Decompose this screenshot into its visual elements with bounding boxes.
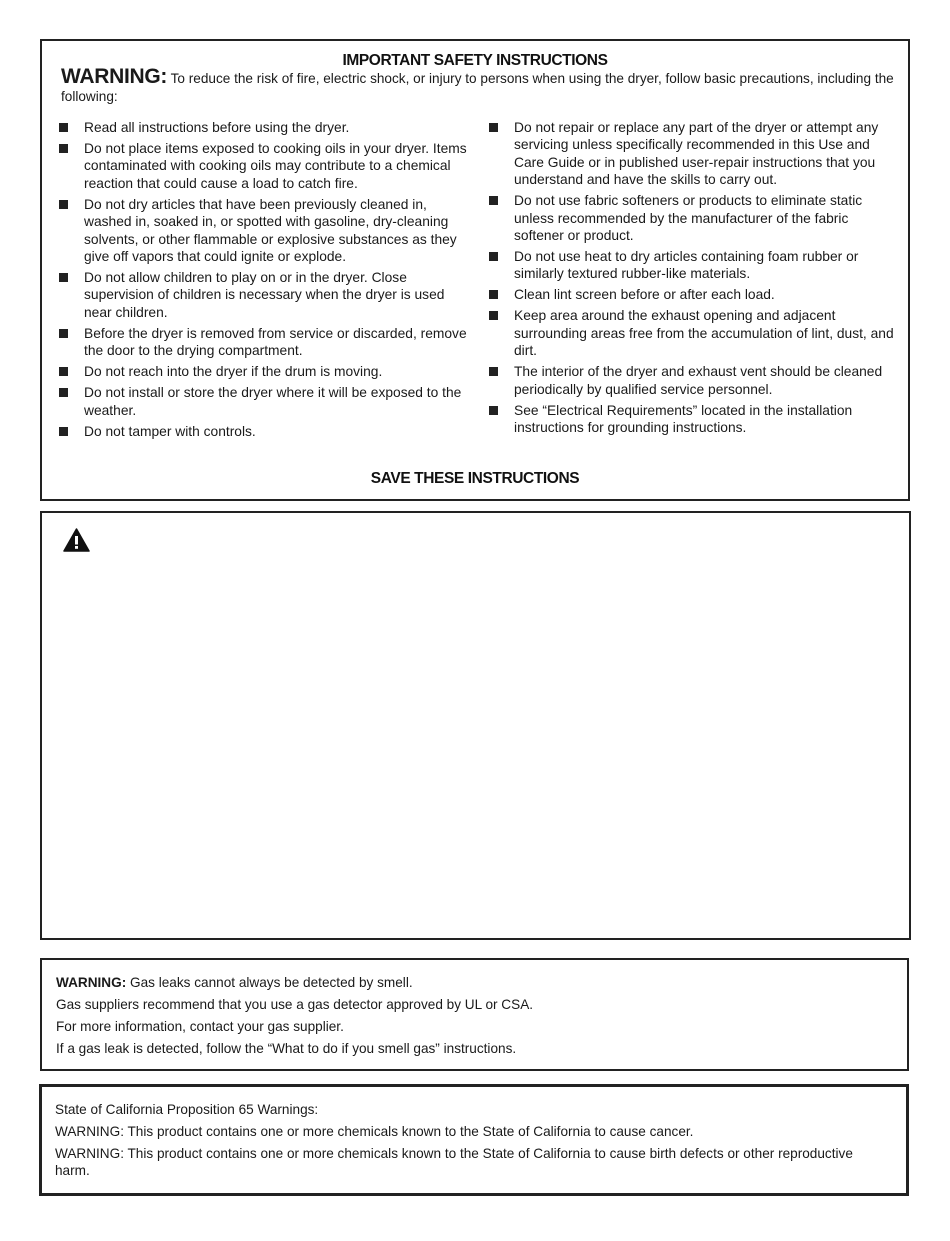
list-item: Do not install or store the dryer where it will be exposed to the weather. [59, 384, 473, 419]
bullet-icon [489, 123, 498, 132]
list-item: Do not dry articles that have been previously cleaned in, washed in, soaked in, or spotted with gasoline, dry-cleaning solvents, or other flammable or explosive substances as they give off vapors that could ignite or explode. [59, 196, 473, 266]
list-item: Do not allow children to play on or in the dryer. Close supervision of children is necessary when the dryer is used near children. [59, 269, 473, 321]
list-item: Do not place items exposed to cooking oils in your dryer. Items contaminated with cooking oils may contribute to a chemical reaction that could cause a load to catch fire. [59, 140, 473, 192]
safety-title: IMPORTANT SAFETY INSTRUCTIONS [342, 52, 608, 69]
save-instructions-title: SAVE THESE INSTRUCTIONS [370, 470, 580, 487]
bullet-icon [59, 273, 68, 282]
list-item: Before the dryer is removed from service or discarded, remove the door to the drying compartment. [59, 325, 473, 360]
bullet-icon [59, 427, 68, 436]
bullet-icon [59, 388, 68, 397]
list-item: The interior of the dryer and exhaust vent should be cleaned periodically by qualified service personnel. [489, 363, 894, 398]
bullet-icon [59, 200, 68, 209]
safety-intro-text: To reduce the risk of fire, electric shock, or injury to persons when using the dryer, follow basic precautions, including the following: [61, 71, 894, 104]
safety-list-left [59, 119, 473, 444]
list-item: Do not use heat to dry articles containing foam rubber or similarly textured rubber-like materials. [489, 248, 894, 283]
gas-warning-label: WARNING: [56, 975, 127, 990]
safety-instructions-box [40, 39, 910, 501]
safety-list-right [489, 119, 894, 440]
list-item: Do not repair or replace any part of the dryer or attempt any servicing unless specifically recommended in this Use and Care Guide or in published user-repair instructions that you understand and have the skills to carry out. [489, 119, 894, 189]
list-item: Do not reach into the dryer if the drum is moving. [59, 363, 473, 380]
list-item: See “Electrical Requirements” located in the installation instructions for grounding instructions. [489, 402, 894, 437]
gas-line-3: For more information, contact your gas supplier. [56, 1019, 344, 1034]
list-item: Keep area around the exhaust opening and adjacent surrounding areas free from the accumulation of lint, dust, and dirt. [489, 307, 894, 359]
bullet-icon [59, 144, 68, 153]
bullet-icon [489, 406, 498, 415]
warning-triangle-icon [63, 528, 90, 552]
bullet-icon [59, 123, 68, 132]
gas-line-4: If a gas leak is detected, follow the “What to do if you smell gas” instructions. [56, 1041, 517, 1056]
bullet-icon [489, 196, 498, 205]
list-item: Read all instructions before using the dryer. [59, 119, 473, 136]
warning-label: WARNING: [61, 65, 168, 88]
gas-line-1: Gas leaks cannot always be detected by smell. [130, 975, 413, 990]
bullet-icon [59, 329, 68, 338]
list-item: Do not tamper with controls. [59, 423, 473, 440]
gas-warning-box [40, 958, 909, 1071]
bullet-icon [489, 311, 498, 320]
bullet-icon [489, 252, 498, 261]
bullet-icon [489, 367, 498, 376]
prop65-line-1: WARNING: This product contains one or more chemicals known to the State of California to cause cancer. [55, 1124, 694, 1139]
prop65-title: State of California Proposition 65 Warnings: [55, 1102, 319, 1117]
safety-intro [61, 65, 896, 106]
list-item: Do not use fabric softeners or products to eliminate static unless recommended by the manufacturer of the fabric softener or product. [489, 192, 894, 244]
list-item: Clean lint screen before or after each load. [489, 286, 894, 303]
gas-line-2: Gas suppliers recommend that you use a gas detector approved by UL or CSA. [56, 997, 534, 1012]
prop65-warning-box [39, 1084, 909, 1196]
bullet-icon [489, 290, 498, 299]
prop65-line-2: WARNING: This product contains one or more chemicals known to the State of California to cause birth defects or other reproductive harm. [55, 1146, 853, 1178]
hazard-warning-box [40, 511, 911, 940]
bullet-icon [59, 367, 68, 376]
gas-warning-text [56, 972, 533, 1060]
prop65-text [55, 1101, 855, 1184]
